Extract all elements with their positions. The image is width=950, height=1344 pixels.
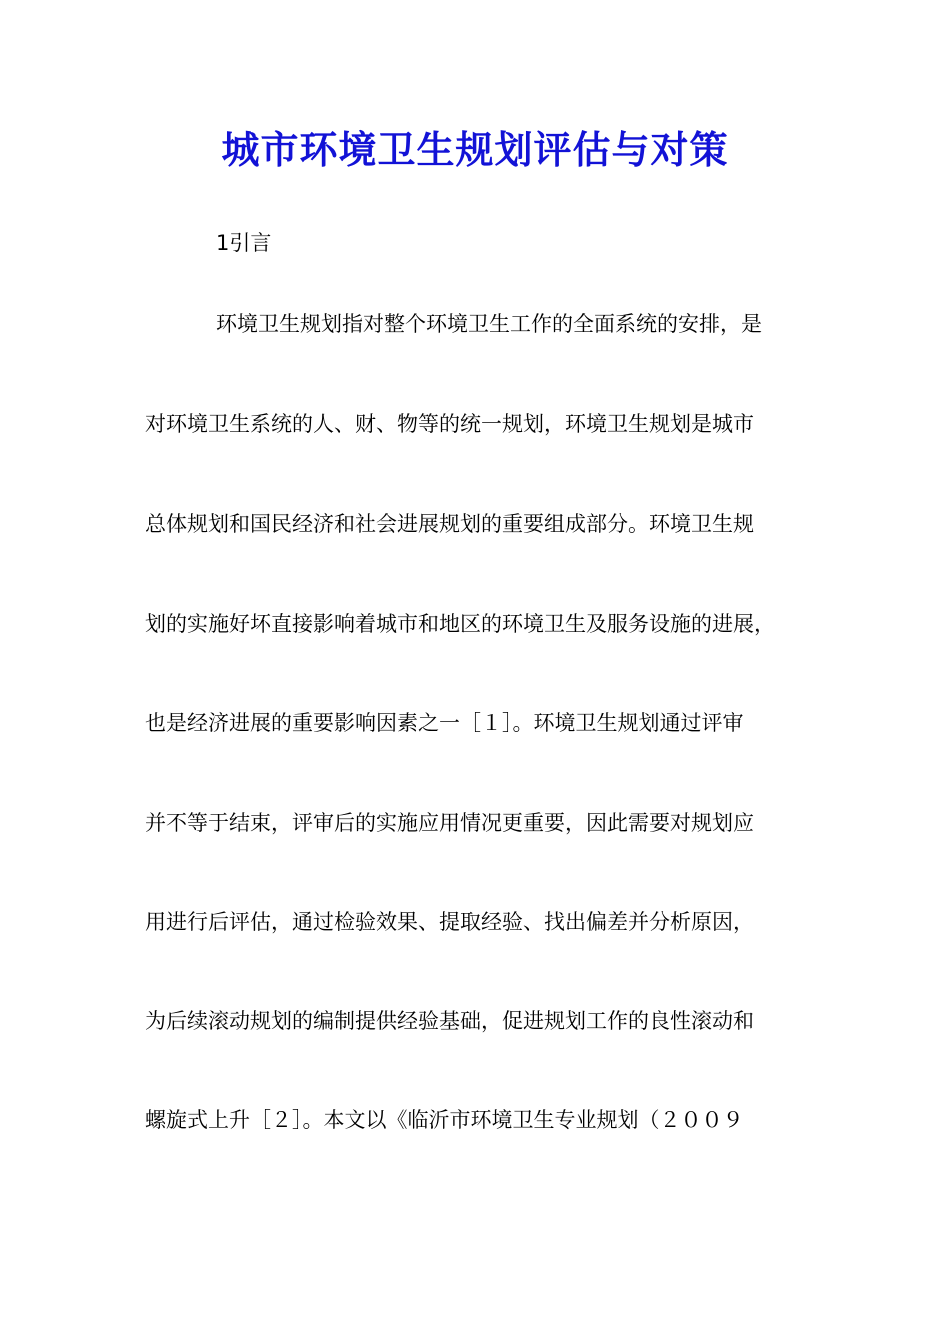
paragraph-line: 螺旋式上升［２］。本文以《临沂市环境卫生专业规划（２００９ [145,1108,744,1132]
paragraph-line: 划的实施好坏直接影响着城市和地区的环境卫生及服务设施的进展， [145,612,775,636]
paragraph-line: 对环境卫生系统的人、财、物等的统一规划，环境卫生规划是城市 [145,412,754,436]
paragraph-line: 也是经济进展的重要影响因素之一［１］。环境卫生规划通过评审 [145,711,744,735]
paragraph-line: 总体规划和国民经济和社会进展规划的重要组成部分。环境卫生规 [145,512,754,536]
document-title: 城市环境卫生规划评估与对策 [221,127,729,172]
paragraph-line: 为后续滚动规划的编制提供经验基础，促进规划工作的良性滚动和 [145,1009,754,1033]
section-heading: 1引言 [216,231,272,255]
paragraph-line: 环境卫生规划指对整个环境卫生工作的全面系统的安排，是 [216,312,762,336]
paragraph-line: 用进行后评估，通过检验效果、提取经验、找出偏差并分析原因， [145,910,754,934]
paragraph-line: 并不等于结束，评审后的实施应用情况更重要，因此需要对规划应 [145,811,754,835]
